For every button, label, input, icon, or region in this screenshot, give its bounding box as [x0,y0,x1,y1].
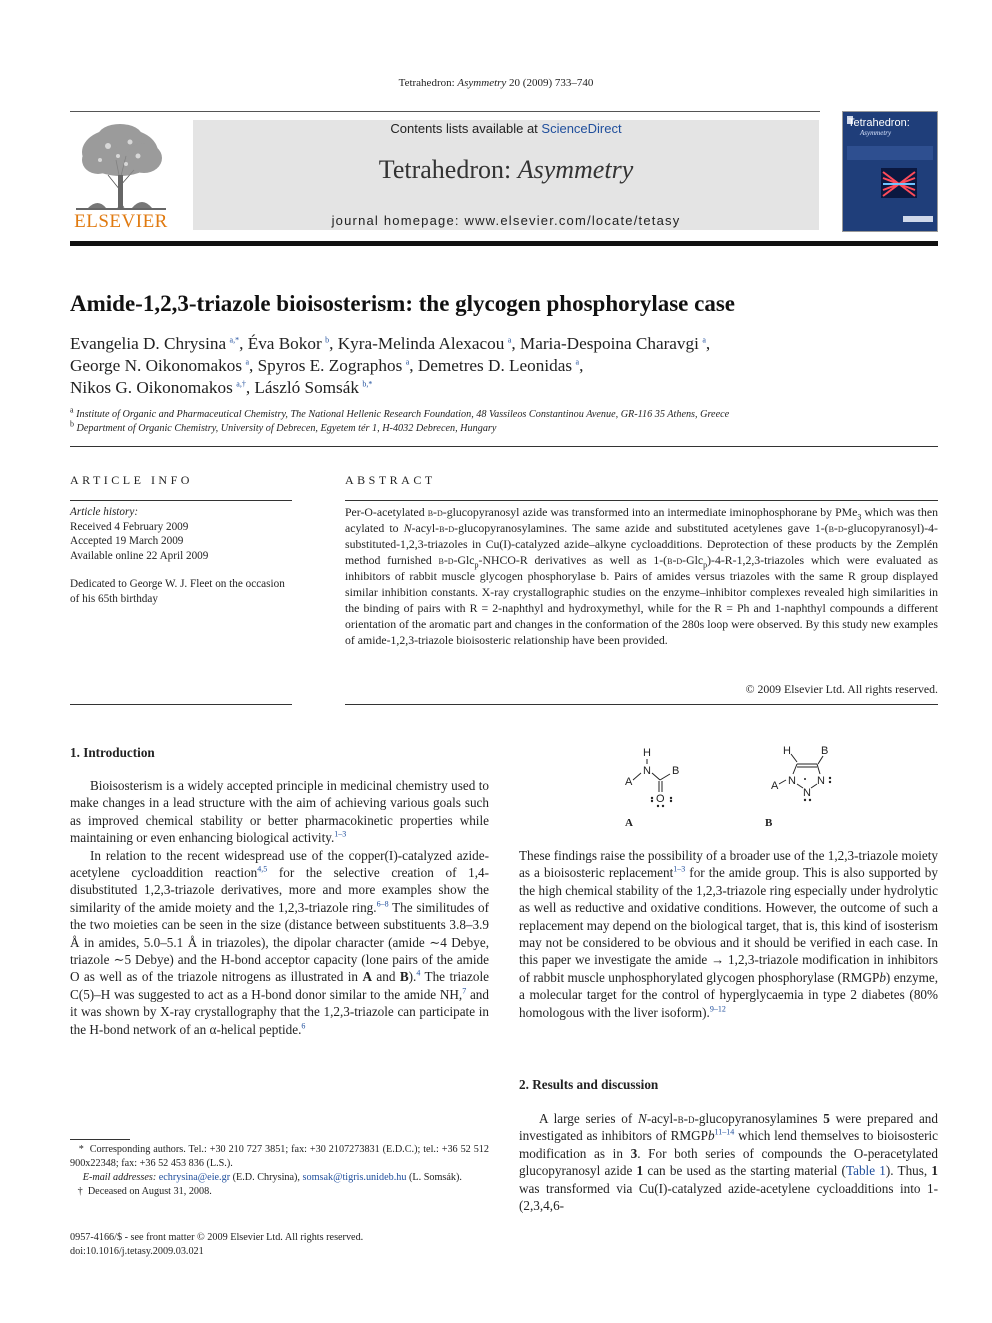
history-received: Received 4 February 2009 [70,520,189,533]
email-link-chrysina[interactable]: echrysina@eie.gr [158,1172,231,1183]
structure-a-label: A [625,817,633,829]
section-divider [70,446,938,447]
triazole-b-group: B [821,745,829,757]
affiliations [70,405,940,436]
author-name: Maria-Despoina Charavgi [519,334,699,353]
dedication: Dedicated to George W. J. Fleet on the occasion of his 65th birthday [70,578,285,605]
author-name: Éva Bokor [247,334,322,353]
amide-n-atom: N [643,765,651,777]
elsevier-wordmark: ELSEVIER [74,211,168,232]
citation-ref[interactable]: 4,5 [257,864,268,874]
results-heading: 2. Results and discussion [519,1077,659,1092]
citation-ref[interactable]: 11–14 [714,1128,735,1138]
article-history [70,505,292,563]
author-affiliation-mark[interactable]: a [702,335,706,345]
footnote-rule [70,1139,130,1140]
author-name: Nikos G. Oikonomakos [70,378,233,397]
homepage-link[interactable]: www.elsevier.com/locate/tetasy [464,213,681,228]
amide-a-group: A [625,776,633,788]
author-name: Spyros E. Zographos [257,356,403,375]
abstract-heading: ABSTRACT [345,473,436,487]
author-name: László Somsák [254,378,359,397]
affiliation-b: $^b$ Department of Organic Chemistry, University of Debrecen, Egyetem tér 1, H-4032 Debrecen, Hungary [70,419,497,434]
author-list: Evangelia D. Chrysina $^{a,*}$, Éva Bokor $^b$, Kyra-Melinda Alexacou $^a$, Maria-Despoina Charavgi $^a$, George N. Oikonomakos $^a$, Spyros E. Zographos $^a$, Demetres D. Leonidas $^a$, Nikos G. Oikonomakos $^{a,\dagger}$, László Somsák $^{b,*}$ [70,334,711,397]
author-affiliation-mark[interactable]: b [325,335,330,345]
history-accepted: Accepted 19 March 2009 [70,535,184,547]
author-affiliation-mark[interactable]: a [245,357,250,367]
author-affiliation-mark[interactable]: a,* [229,335,240,345]
author-name: Kyra-Melinda Alexacou [337,334,505,353]
right-column-text: These findings raise the possibility of a broader use of the 1,2,3-triazole moiety as a bioisosteric replacement$^{1-3}$ for the amide group. This is also supported by the high chemical stability of the 1,2,3-triazole ring especially under hydrolytic as well as reductive and oxidative conditions. However, the outcome of such a replacement may depend on the biological target, that is, this kind of isosterism may not be considered to be obvious and it should be verified in each case. In this paper we investigate the amide → 1,2,3-triazole modification in inhibitors of rabbit muscle unphosphorylated glycogen phosphorylase (RMGPb) enzyme, a molecular target for the control of hyperglycaemia in type 2 diabetes (80% homologous with the liver isoform).$^{9-12}$ [519,848,939,1020]
author-name: Demetres D. Leonidas [417,356,573,375]
abstract-text: Per-O-acetylated β-d-glucopyranosyl azide was transformed into an intermediate iminophosphorane by PMe$_3$ which was then acylated to N-acyl-β-d-glucopyranosylamines. The same azide and substituted acetylenes gave 1-(β-d-glucopyranosyl)-4-substituted-1,2,3-triazoles in Cu(I)-catalyzed azide–alkyne cycloadditions. Deprotection of these products by the Zemplén method furnished β-d-Glc$_p$-NHCO-R derivatives as well as 1-(β-d-Glc$_p$)-4-R-1,2,3-triazoles which were evaluated as inhibitors of rabbit muscle glycogen phosphorylase b. Pairs of amides versus triazoles with the same R group displayed similar inhibition constants. X-ray crystallographic studies on the enzyme–inhibitor complexes revealed high similarities in the binding of pairs with R = 2-naphthyl and hydroxymethyl, while for the R = Ph and 1-naphthyl compounds a different orientation of the aromatic part and changes in the conformation of the 280s loop were observed. By this study new examples of amide-1,2,3-triazole bioisosteric relationship have been provided. [345,505,939,647]
citation-ref[interactable]: 6 [301,1021,306,1031]
triazole-h-atom: H [783,745,791,757]
affiliation-a: $^a$ Institute of Organic and Pharmaceutical Chemistry, The National Hellenic Research Foundation, 48 Vassileos Constantinou Avenue, GR-116 35 Athens, Greece [70,405,730,420]
intro-paragraph-2: In relation to the recent widespread use of the copper(I)-catalyzed azide-acetylene cycloaddition reaction$^{4,5}$ for the selective creation of 1,4-disubstituted 1,2,3-triazole derivatives, more and more examples show the similarity of the amide moiety and the 1,2,3-triazole ring.$^{6-8}$ The similitudes of the two moieties can be seen in the size (distance between substituents 3.8–3.9 Å in amides, 5.0–5.1 Å in triazoles), the dipolar character (amide ∼4 Debye, triazole ∼5 Debye) and the H-bond acceptor capacity (lone pairs of the amide O as well as of the triazole nitrogens as illustrated in A and B).$^4$ The triazole C(5)–H was suggested to act as a H-bond donor similar to the amide NH,$^7$ and it was shown by X-ray crystallography that the 1,2,3-triazole can participate in the H-bond network of an α-helical peptide.$^6$ [70,847,489,1037]
author-affiliation-mark[interactable]: b,* [362,379,373,389]
journal-citation: Tetrahedron: Asymmetry 20 (2009) 733–740 [398,77,594,89]
citation-ref[interactable]: 6–8 [376,899,389,909]
abstract-rule [345,500,938,501]
journal-homepage: journal homepage: www.elsevier.com/locate/tetasy [331,213,681,228]
issn-doi [70,1231,489,1259]
sciencedirect-link[interactable]: ScienceDirect [541,121,622,136]
masthead-top-rule [70,111,820,112]
author-affiliation-mark[interactable]: a,† [236,379,246,389]
amide-b-group: B [672,765,680,777]
doi-line[interactable]: doi:10.1016/j.tetasy.2009.03.021 [70,1246,204,1257]
table-1-link[interactable]: Table 1 [845,1163,886,1179]
structure-b-label: B [765,817,773,829]
amide-h-atom: H [643,747,651,759]
footnotes [70,1143,489,1199]
triazole-a-group: A [771,780,779,792]
introduction-heading: 1. Introduction [70,745,155,760]
abstract-copyright: © 2009 Elsevier Ltd. All rights reserved. [745,682,938,696]
citation-ref[interactable]: 1–3 [334,829,347,839]
footnote-corresponding: * Corresponding authors. Tel.: +30 210 727 3851; fax: +30 2107273831 (E.D.C.); tel.: +36 52 512 900x22348; fax: +36 52 453 836 (L.S.). [70,1144,489,1169]
journal-title: Tetrahedron: Asymmetry [378,155,634,184]
author-affiliation-mark[interactable]: a [575,357,580,367]
footnote-deceased: † Deceased on August 31, 2008. [70,1186,212,1197]
footnote-emails: E-mail addresses: echrysina@eie.gr (E.D. Chrysina), somsak@tigris.unideb.hu (L. Somsák). [82,1172,462,1183]
citation-ref[interactable]: 4 [416,969,421,979]
triazole-n1-atom: N [788,775,796,787]
article-info-heading: ARTICLE INFO [70,473,193,487]
introduction-text [70,777,489,1038]
article-title: Amide-1,2,3-triazole bioisosterism: the glycogen phosphorylase case [70,291,736,316]
structures-figure [519,740,938,835]
citation-ref[interactable]: 1–3 [673,865,686,875]
article-info-rule [70,500,292,501]
article-info-bottom-rule [70,704,292,705]
article-history-label: Article history: [70,506,139,518]
citation-ref[interactable]: 7 [462,986,467,996]
cover-subtitle: Asymmetry [860,129,892,137]
email-link-somsak[interactable]: somsak@tigris.unideb.hu [302,1172,407,1183]
contents-line: Contents lists available at ScienceDirect [390,121,622,136]
masthead-bottom-rule [70,241,938,246]
amide-o-atom: O [656,793,665,805]
abstract-bottom-rule [345,704,938,705]
results-text: A large series of N-acyl-β-d-glucopyranosylamines 5 were prepared and investigated as inhibitors of RMGPb$^{11-14}$ which lend themselves to bioisosteric modification as in 3. For both series of compounds the O-peracetylated glucopyranosyl azide 1 can be used as the starting material (Table 1). Thus, 1 was transformed via Cu(I)-catalyzed azide-acetylene cycloadditions into 1-(2,3,4,6- [519,1111,938,1214]
history-online: Available online 22 April 2009 [70,549,209,562]
triazole-n2-atom: N [803,787,811,799]
author-name: Evangelia D. Chrysina [70,334,227,353]
cover-title: Tetrahedron: [848,117,910,129]
intro-paragraph-1: Bioisosterism is a widely accepted principle in medicinal chemistry used to make changes in a lead structure with the aim of achieving various goals such as improved chemical stability or better pharmacokinetic properties while maintaining or even enhancing biological activity.$^{1-3}$ [70,778,489,846]
author-name: George N. Oikonomakos [70,356,243,375]
triazole-n3-atom: N [817,775,825,787]
citation-ref[interactable]: 9–12 [709,1004,726,1014]
author-affiliation-mark[interactable]: a [507,335,512,345]
author-affiliation-mark[interactable]: a [405,357,410,367]
issn-line: 0957-4166/$ - see front matter © 2009 Elsevier Ltd. All rights reserved. [70,1232,364,1243]
